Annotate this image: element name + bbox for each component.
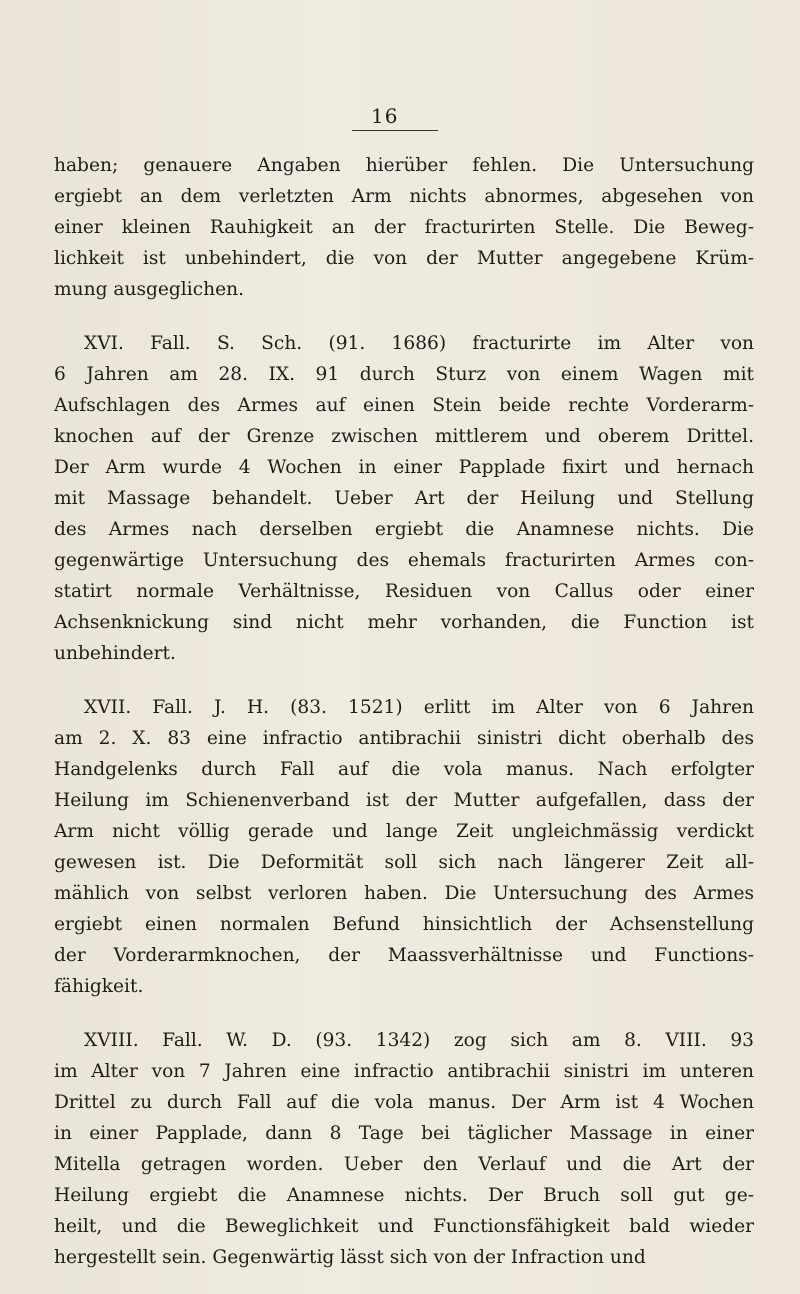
text-line: lichkeit ist unbehindert, die von der Mutter angegebene Krüm- (54, 248, 754, 269)
text-line: Mitella getragen worden. Ueber den Verlauf und die Art der (54, 1154, 754, 1175)
text-line: Heilung ergiebt die Anamnese nichts. Der Bruch soll gut ge- (54, 1185, 754, 1206)
text-line: Aufschlagen des Armes auf einen Stein beide rechte Vorderarm- (54, 395, 754, 416)
paragraph (54, 1025, 754, 1273)
page-body-text (54, 150, 754, 1273)
paragraph (54, 692, 754, 1002)
text-line: Handgelenks durch Fall auf die vola manus. Nach erfolgter (54, 759, 754, 780)
text-line: Heilung im Schienenverband ist der Mutter aufgefallen, dass der (54, 790, 754, 811)
text-line: ergiebt an dem verletzten Arm nichts abnormes, abgesehen von (54, 186, 754, 207)
text-line: gewesen ist. Die Deformität soll sich nach längerer Zeit all- (54, 852, 754, 873)
text-line: 6 Jahren am 28. IX. 91 durch Sturz von einem Wagen mit (54, 364, 754, 385)
paragraph-gap (54, 669, 754, 692)
text-line: einer kleinen Rauhigkeit an der fracturirten Stelle. Die Beweg- (54, 217, 754, 238)
paragraph (54, 328, 754, 669)
text-line: knochen auf der Grenze zwischen mittlerem und oberem Drittel. (54, 426, 754, 447)
text-line: hergestellt sein. Gegenwärtig lässt sich von der Infraction und (54, 1247, 646, 1268)
text-line: statirt normale Verhältnisse, Residuen von Callus oder einer (54, 581, 754, 602)
text-line: XVII. Fall. J. H. (83. 1521) erlitt im Alter von 6 Jahren (84, 697, 754, 718)
text-line: gegenwärtige Untersuchung des ehemals fracturirten Armes con- (54, 550, 754, 571)
paragraph (54, 150, 754, 305)
text-line: der Vorderarmknochen, der Maassverhältnisse und Functions- (54, 945, 754, 966)
text-line: des Armes nach derselben ergiebt die Anamnese nichts. Die (54, 519, 754, 540)
text-line: heilt, und die Beweglichkeit und Functionsfähigkeit bald wieder (54, 1216, 754, 1237)
header-rule (352, 130, 438, 131)
text-line: mit Massage behandelt. Ueber Art der Heilung und Stellung (54, 488, 754, 509)
text-line: mung ausgeglichen. (54, 279, 244, 300)
text-line: haben; genauere Angaben hierüber fehlen. Die Untersuchung (54, 155, 754, 176)
text-line: Achsenknickung sind nicht mehr vorhanden, die Function ist (54, 612, 754, 633)
text-line: ergiebt einen normalen Befund hinsichtlich der Achsenstellung (54, 914, 754, 935)
text-line: am 2. X. 83 eine infractio antibrachii sinistri dicht oberhalb des (54, 728, 754, 749)
text-line: unbehindert. (54, 643, 176, 664)
paragraph-gap (54, 1002, 754, 1025)
text-line: im Alter von 7 Jahren eine infractio antibrachii sinistri im unteren (54, 1061, 754, 1082)
page-number: 16 (371, 104, 399, 128)
paragraph-gap (54, 305, 754, 328)
text-line: Arm nicht völlig gerade und lange Zeit ungleichmässig verdickt (54, 821, 754, 842)
text-line: Drittel zu durch Fall auf die vola manus. Der Arm ist 4 Wochen (54, 1092, 754, 1113)
text-line: Der Arm wurde 4 Wochen in einer Papplade fixirt und hernach (54, 457, 754, 478)
text-line: mählich von selbst verloren haben. Die Untersuchung des Armes (54, 883, 754, 904)
text-line: XVI. Fall. S. Sch. (91. 1686) fracturirte im Alter von (84, 333, 754, 354)
text-line: XVIII. Fall. W. D. (93. 1342) zog sich am 8. VIII. 93 (84, 1030, 754, 1051)
text-line: fähigkeit. (54, 976, 144, 997)
text-line: in einer Papplade, dann 8 Tage bei täglicher Massage in einer (54, 1123, 754, 1144)
